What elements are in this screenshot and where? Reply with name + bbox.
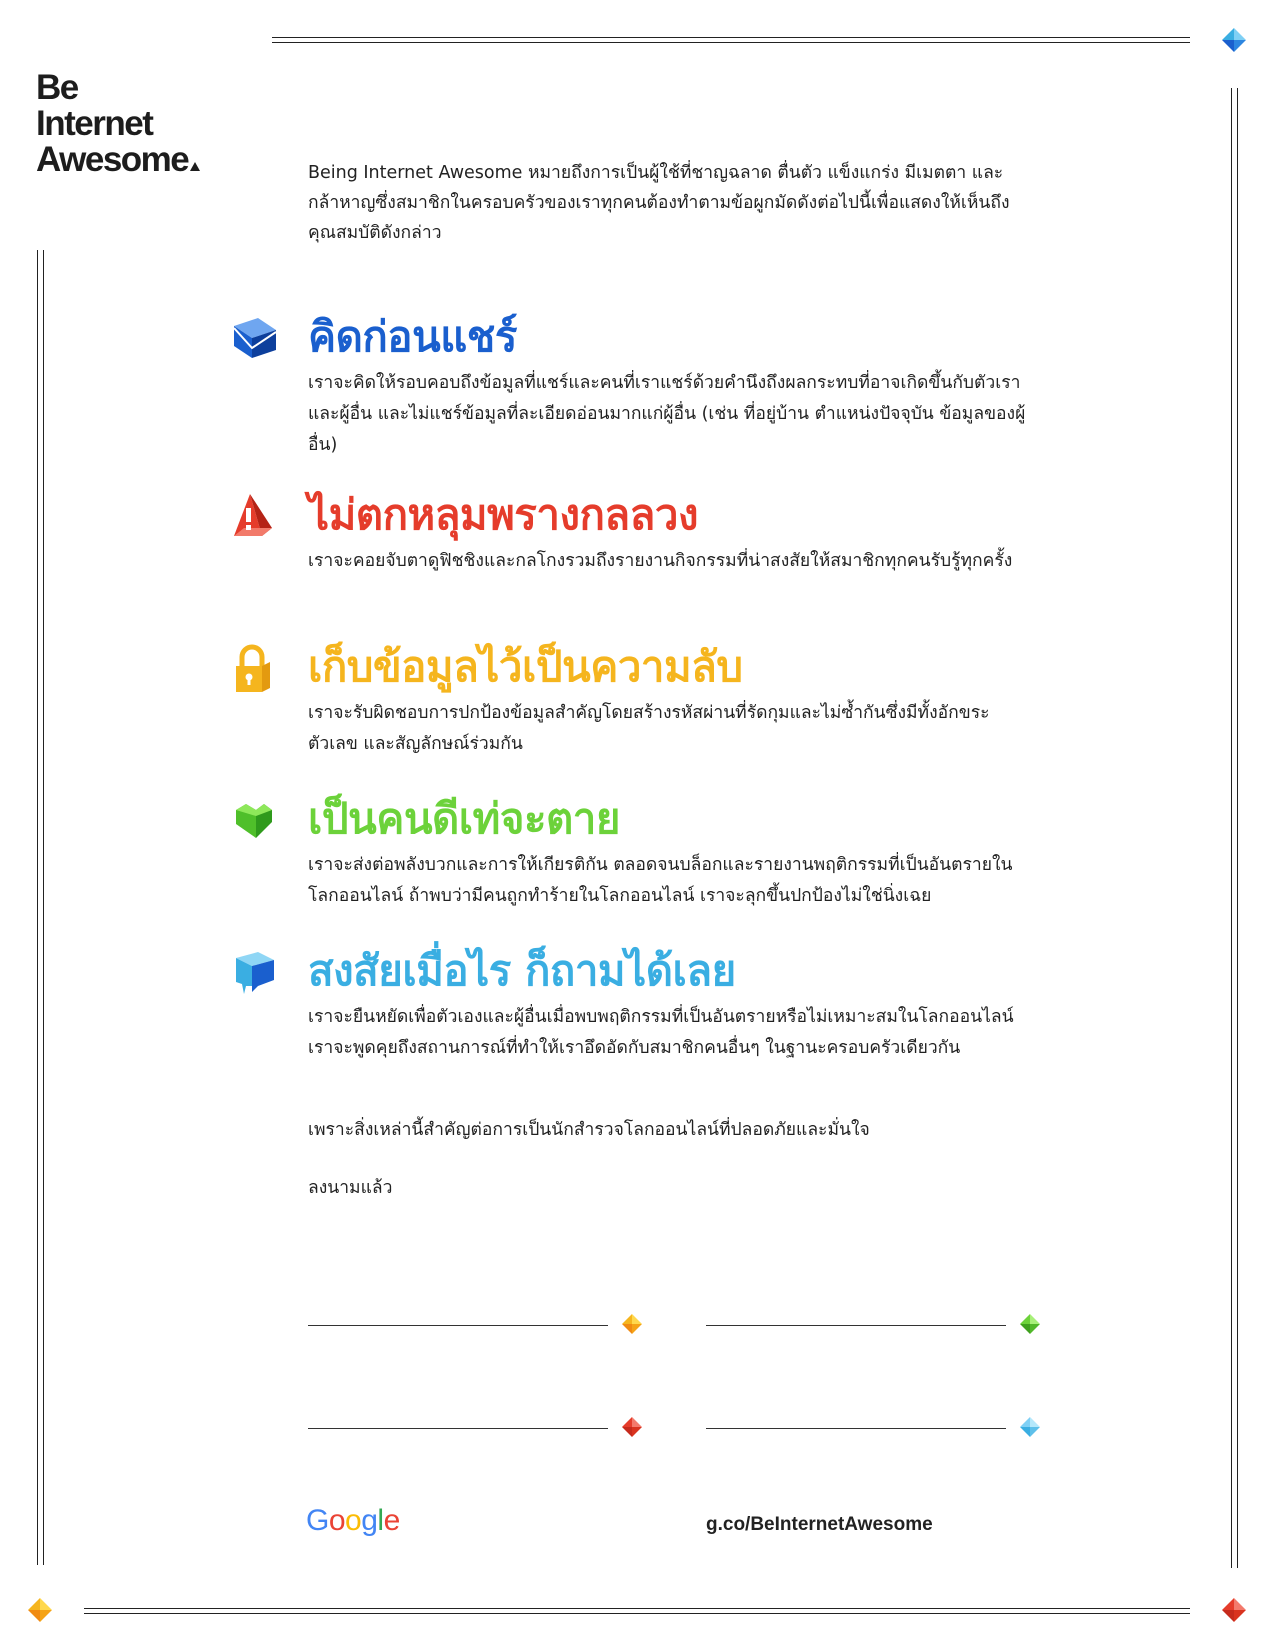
google-letter: o (328, 1504, 346, 1537)
envelope-icon (232, 314, 276, 366)
pledge-body: เราจะยืนหยัดเพื่อตัวเองและผู้อื่นเมื่อพบพฤติกรรมที่เป็นอันตรายหรือไม่เหมาะสมในโลกออนไลน์ เราจะพูดคุยถึงสถานการณ์ที่ทำให้เราอึดอัดกับสมาชิกคนอื่นๆ ในฐานะครอบครัวเดียวกัน (308, 1007, 1014, 1058)
pledge-when-in-doubt-ask (232, 944, 1032, 1064)
closing-statement: เพราะสิ่งเหล่านี้สำคัญต่อการเป็นนักสำรวจโลกออนไลน์ที่ปลอดภัยและมั่นใจ (308, 1120, 870, 1140)
pledge-title: เก็บข้อมูลไว้เป็นความลับ (308, 642, 743, 691)
gem-icon-bottom-right (1221, 1597, 1247, 1623)
right-border-rule (1231, 88, 1238, 1568)
signature-line-3[interactable] (308, 1428, 608, 1429)
google-letter: e (383, 1504, 400, 1537)
pledge-title: คิดก่อนแชร์ (308, 312, 517, 361)
pledge-its-cool-to-be-kind (232, 792, 1032, 912)
gem-icon-bottom-left (27, 1597, 53, 1623)
signed-label: ลงนามแล้ว (308, 1178, 393, 1198)
pledge-keep-it-secret (232, 640, 1032, 760)
bottom-border-rule (84, 1608, 1190, 1614)
top-border-rule (272, 37, 1190, 43)
google-letter: g (361, 1504, 378, 1537)
pledge-body: เราจะรับผิดชอบการปกป้องข้อมูลสำคัญโดยสร้างรหัสผ่านที่รัดกุมและไม่ซ้ำกันซึ่งมีทั้งอักขระตัวเลข และสัญลักษณ์ร่วมกัน (308, 703, 990, 754)
warning-icon (232, 492, 276, 544)
signature-line-4[interactable] (706, 1428, 1006, 1429)
pledge-dont-fall-for-fake (232, 488, 1032, 577)
gem-icon-green (1019, 1313, 1041, 1335)
heart-icon (232, 796, 276, 848)
pledge-body: เราจะส่งต่อพลังบวกและการให้เกียรติกัน ตลอดจนบล็อกและรายงานพฤติกรรมที่เป็นอันตรายในโลกออนไลน์ ถ้าพบว่ามีคนถูกทำร้ายในโลกออนไลน์ เราจะลุกขึ้นปกป้องไม่ใช่นิ่งเฉย (308, 855, 1013, 906)
pledge-title: ไม่ตกหลุมพรางกลลวง (308, 490, 698, 539)
pledge-body: เราจะคอยจับตาดูฟิชชิงและกลโกงรวมถึงรายงานกิจกรรมที่น่าสงสัยให้สมาชิกทุกคนรับรู้ทุกครั้ง (308, 551, 1013, 571)
google-logo (306, 1504, 400, 1538)
signature-line-2[interactable] (706, 1325, 1006, 1326)
google-letter: o (345, 1504, 362, 1537)
logo-line-3: Awesome (36, 140, 189, 179)
google-letter: G (306, 1504, 329, 1537)
google-letter: l (377, 1504, 384, 1537)
gem-icon-cyan (1019, 1416, 1041, 1438)
footer-url-link[interactable]: g.co/BeInternetAwesome (706, 1514, 933, 1535)
gem-icon-top-right (1221, 27, 1247, 53)
logo-line-1: Be (36, 68, 78, 107)
pledge-title: สงสัยเมื่อไร ก็ถามได้เลย (308, 946, 736, 995)
speech-bubble-icon (232, 948, 276, 1000)
brand-logo (36, 70, 200, 178)
gem-icon-red (621, 1416, 643, 1438)
left-border-rule (37, 250, 44, 1565)
logo-line-2: Internet (36, 104, 153, 143)
intro-paragraph: Being Internet Awesome หมายถึงการเป็นผู้ใช้ที่ชาญฉลาด ตื่นตัว แข็งแกร่ง มีเมตตา และกล้าหาญซึ่งสมาชิกในครอบครัวของเราทุกคนต้องทำตามข้อผูกมัดดังต่อไปนี้เพื่อแสดงให้เห็นถึงคุณสมบัติดังกล่าว (308, 163, 1010, 243)
logo-triangle-icon (190, 162, 200, 171)
pledge-title: เป็นคนดีเท่จะตาย (308, 794, 620, 843)
gem-icon-yellow (621, 1313, 643, 1335)
padlock-icon (232, 644, 276, 696)
pledge-body: เราจะคิดให้รอบคอบถึงข้อมูลที่แชร์และคนที่เราแชร์ด้วยคำนึงถึงผลกระทบที่อาจเกิดขึ้นกับตัวเราและผู้อื่น และไม่แชร์ข้อมูลที่ละเอียดอ่อนมากแก่ผู้อื่น (เช่น ที่อยู่บ้าน ตำแหน่งปัจจุบัน ข้อมูลของผู้อื่น) (308, 373, 1026, 455)
signature-line-1[interactable] (308, 1325, 608, 1326)
pledge-think-before-share (232, 310, 1032, 461)
